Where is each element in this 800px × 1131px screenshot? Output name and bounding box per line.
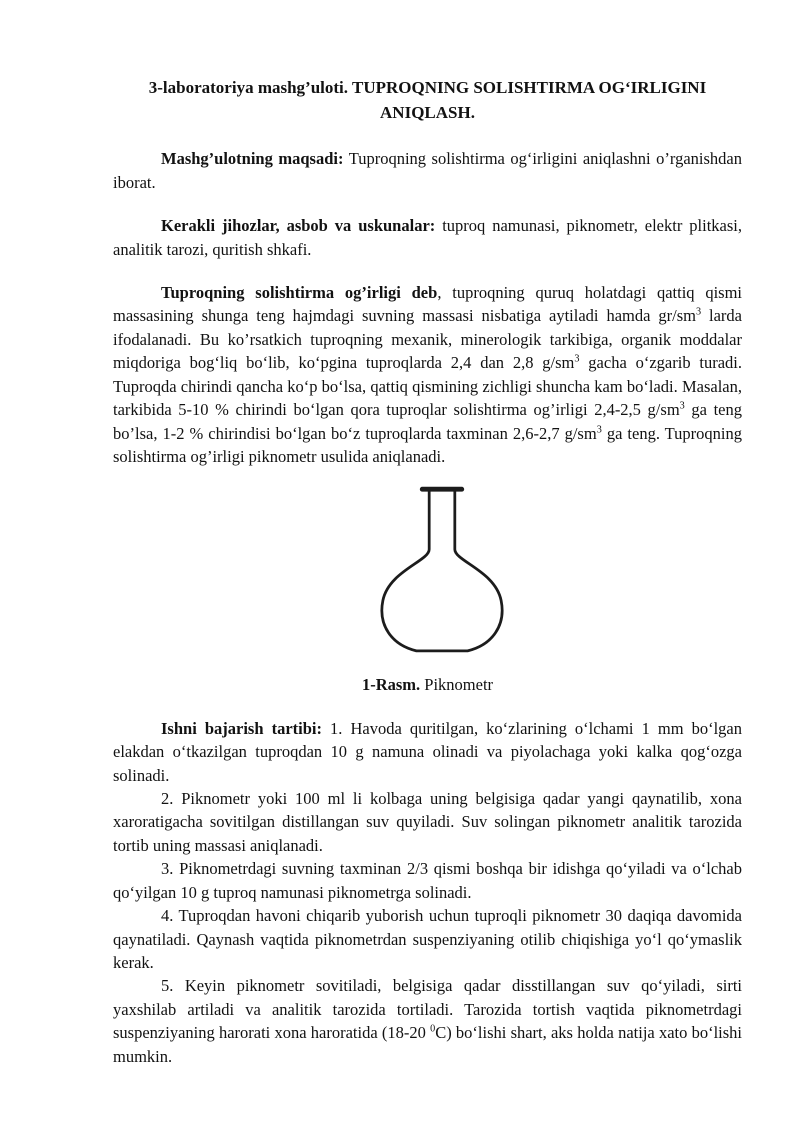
superscript-text: 3 (679, 400, 685, 412)
text-run: 5. Keyin piknometr sovitiladi, belgisiga qadar disstillangan suv qo‘yiladi, sirti yaxshilab artiladi va analitik tarozida tortiladi. Tarozida tortish vaqtida piknometrdagi suspenziyaning harorati xona haroratida (18-20 (113, 976, 742, 1043)
figure-caption (113, 673, 742, 696)
bold-text: 1-Rasm. (361, 675, 421, 695)
bold-text: Ishni bajarish tartibi: (161, 718, 322, 738)
figure-block (113, 482, 742, 696)
text-run: 3. Piknometrdagi suvning taxminan 2/3 qismi boshqa bir idishga qo‘yiladi va o‘lchab qo‘yilgan 10 g tuproq namunasi piknometrga solinadi. (113, 859, 742, 902)
text-run: ga teng. Tuproqning solishtirma og’irligi piknometr usulida aniqlanadi. (113, 423, 742, 466)
superscript-text: 0 (430, 1023, 436, 1035)
paragraph (113, 904, 742, 974)
text-run: gacha o‘zgarib turadi. Tuproqda chirindi qancha ko‘p bo‘lsa, qattiq qismining zichligi shuncha kam bo‘ladi. Masalan, tarkibida 5-10 % chirindi bo‘lgan qora tuproqlar solishtirma og’irligi 2,4-2,5 g/sm (113, 353, 742, 420)
text-run: ga teng bo’lsa, 1-2 % chirindisi bo‘lgan bo‘z tuproqlarda taxminan 2,6-2,7 g/sm (113, 400, 742, 443)
text-run: 4. Tuproqdan havoni chiqarib yuborish uchun tuproqli piknometr 30 daqiqa davomida qaynatiladi. Qaynash vaqtida piknometrdan suspenziyaning otilib chiqishiga yo‘l qo‘ymaslik kerak. (113, 906, 742, 972)
text-run: C) bo‘lishi shart, aks holda natija xato bo‘lishi mumkin. (113, 1023, 742, 1066)
pycnometer-flask-icon (373, 482, 511, 662)
document-title: 3-laboratoriya mashg’uloti. TUPROQNING SOLISHTIRMA OG‘IRLIGINI ANIQLASH. (148, 78, 707, 122)
bold-text: Tuproqning solishtirma og’irligi deb (161, 282, 438, 302)
bold-text: Mashg’ulotning maqsadi: (161, 149, 344, 169)
superscript-text: 3 (596, 424, 602, 435)
text-run: Tuproqning solishtirma og‘irligini aniqlashni o’rganishdan iborat. (113, 149, 742, 192)
paragraph (113, 857, 742, 904)
bold-text: Kerakli jihozlar, asbob va uskunalar: (161, 216, 436, 236)
paragraph (113, 147, 742, 194)
text-run: 1. Havoda quritilgan, ko‘zlarining o‘lchami 1 mm bo‘lgan elakdan o‘tkazilgan tuproqdan 10 g namuna olinadi va piyolachaga yoki kalka qog‘ozga solinadi. (113, 718, 743, 785)
superscript-text: 3 (574, 353, 580, 365)
text-run: , tuproqning quruq holatdagi qattiq qismi massasining shunga teng hajmdagi suvning massasi nisbatiga aytiladi hamda gr/sm (113, 282, 742, 326)
paragraph (113, 974, 742, 1068)
text-run: Piknometr (420, 675, 494, 695)
text-run: 2. Piknometr yoki 100 ml li kolbaga uning belgisiga qadar yangi qaynatilib, xona xaroratigacha sovitilgan distillangan suv quyiladi. Suv solingan piknometr analitik tarozida tortib uning massasi aniqlanadi. (113, 789, 742, 855)
paragraph (113, 787, 742, 857)
text-run: tuproq namunasi, piknometr, elektr plitkasi, analitik tarozi, quritish shkafi. (113, 216, 742, 259)
paragraph (113, 214, 742, 261)
document-body-top (113, 147, 742, 468)
superscript-text: 3 (695, 306, 702, 318)
document-body-bottom (113, 717, 742, 1068)
paragraph (113, 281, 742, 468)
text-run: larda ifodalanadi. Bu ko’rsatkich tuproqning mexanik, minerologik tarkibiga, organik moddalar miqdoriga bog‘liq bo‘lib, ko‘pgina tuproqlarda 2,4 dan 2,8 g/sm (113, 306, 743, 373)
paragraph (113, 717, 742, 787)
